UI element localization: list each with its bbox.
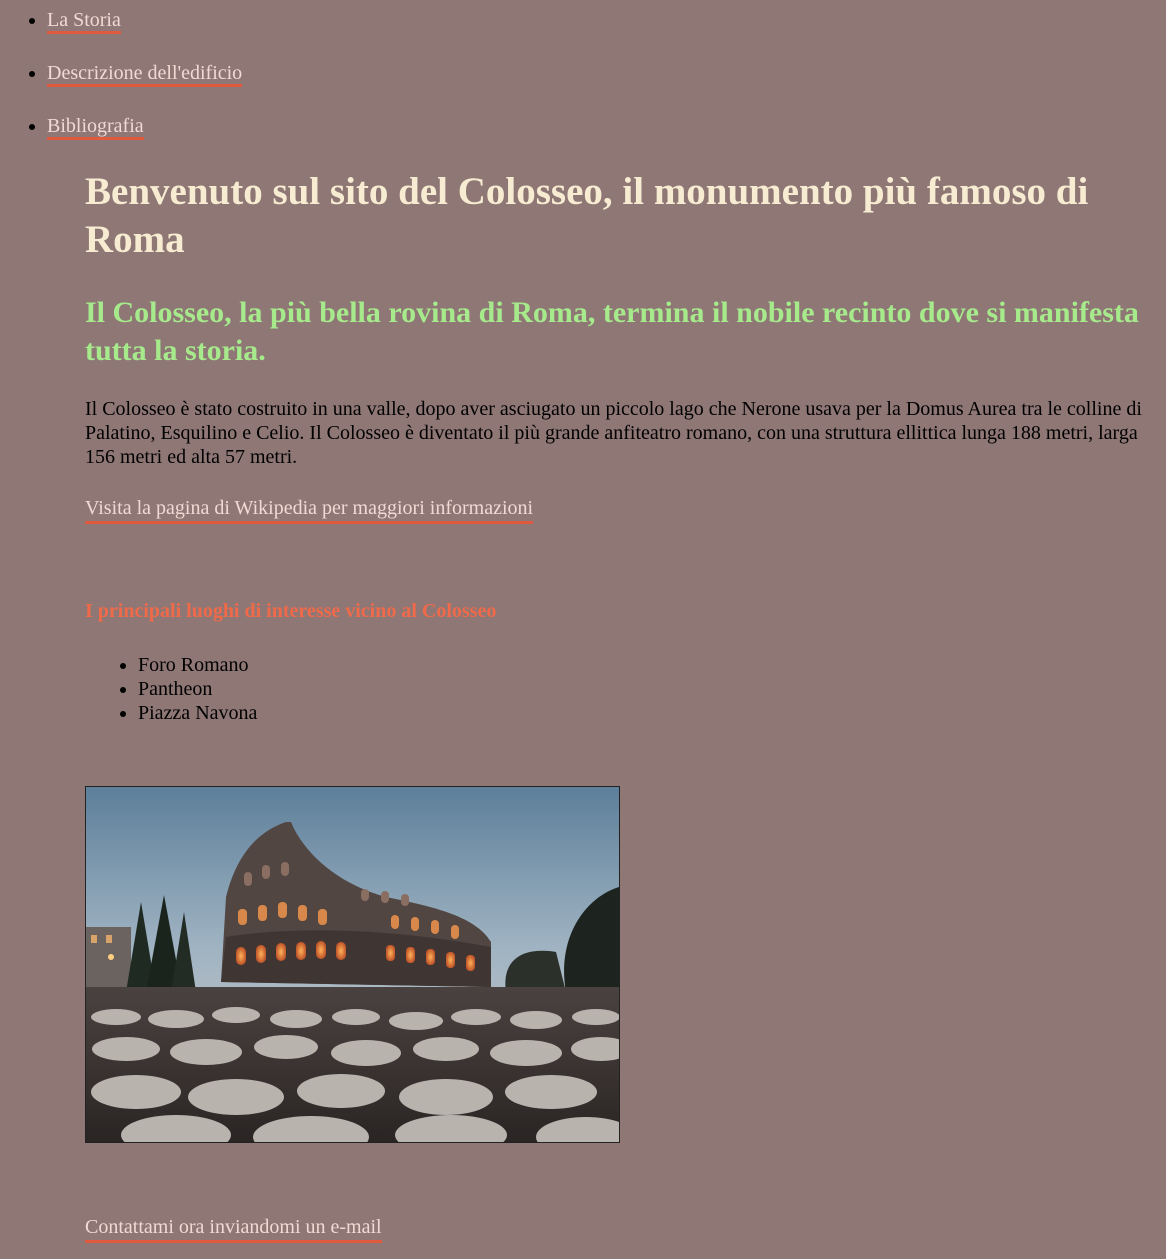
poi-heading: I principali luoghi di interesse vicino al Colosseo <box>85 600 497 622</box>
poi-item-foro: • Foro Romano <box>138 653 257 677</box>
poi-item-navona: • Piazza Navona <box>138 701 257 725</box>
nav-link-descrizione[interactable]: Descrizione dell'edificio <box>47 62 242 87</box>
colosseum-photo <box>85 786 620 1143</box>
nav-item-descrizione <box>47 59 242 112</box>
poi-list <box>85 653 257 725</box>
main-content <box>85 168 1155 524</box>
top-navigation <box>0 6 242 165</box>
nav-item-bibliografia <box>47 112 242 165</box>
intro-paragraph: Il Colosseo è stato costruito in una valle, dopo aver asciugato un piccolo lago che Nerone usava per la Domus Aurea tra le colline di Palatino, Esquilino e Celio. Il Colosseo è diventato il più grande anfiteatro romano, con una struttura ellittica lunga 188 metri, larga 156 metri ed alta 57 metri. <box>85 398 1142 468</box>
poi-item-pantheon: • Pantheon <box>138 677 257 701</box>
nav-item-storia <box>47 6 242 59</box>
wikipedia-link[interactable]: Visita la pagina di Wikipedia per maggiori informazioni <box>85 495 533 524</box>
page-subtitle: Il Colosseo, la più bella rovina di Roma, termina il nobile recinto dove si manifesta tutta la storia. <box>85 296 1139 367</box>
page-title: Benvenuto sul sito del Colosseo, il monumento più famoso di Roma <box>85 170 1089 261</box>
contact-email-link[interactable]: Contattami ora inviandomi un e-mail <box>85 1214 382 1243</box>
nav-link-bibliografia[interactable]: Bibliografia <box>47 115 144 140</box>
nav-link-storia[interactable]: La Storia <box>47 9 121 34</box>
